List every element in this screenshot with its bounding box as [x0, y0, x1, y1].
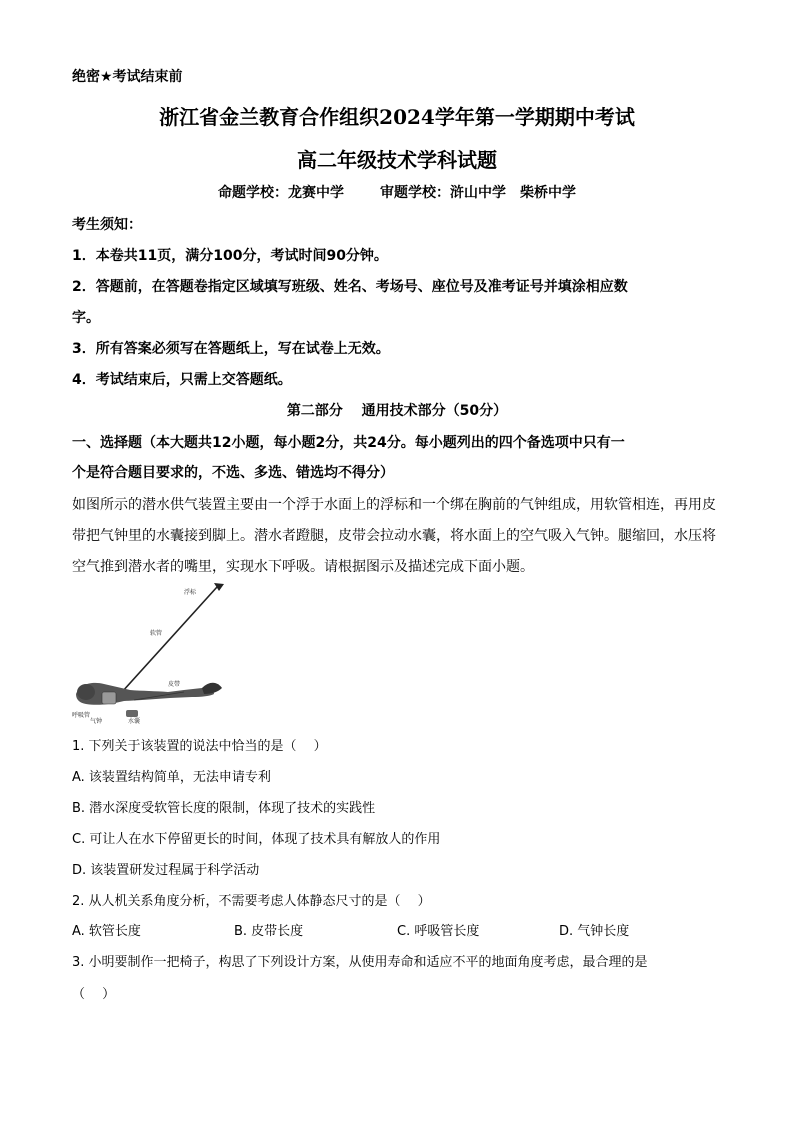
question-2-option-c: C. 呼吸管长度 — [397, 924, 480, 939]
part-title: 第二部分 通用技术部分（50分） — [286, 403, 508, 419]
exam-title: 浙江省金兰教育合作组织2024学年第一学期期中考试 — [159, 105, 635, 129]
exam-subtitle: 高二年级技术学科试题 — [297, 148, 497, 172]
label-water-bag: 水囊 — [128, 718, 141, 725]
question-2-option-d: D. 气钟长度 — [559, 924, 630, 939]
question-3-stem-cont: （ ） — [72, 987, 116, 1002]
fins-shape — [202, 683, 222, 694]
notice-heading: 考生须知： — [72, 217, 142, 233]
stem-line: 带把气钟里的水囊接到脚上。潜水者蹬腿，皮带会拉动水囊，将水面上的空气吸入气钟。腿缩回，水压将 — [72, 528, 716, 544]
question-1-option-a: A. 该装置结构简单，无法申请专利 — [72, 770, 271, 785]
diver-head — [77, 684, 95, 700]
water-bag-shape — [126, 710, 138, 717]
diver-body — [76, 683, 214, 705]
notice-item: 1．本卷共11页，满分100分，考试时间90分钟。 — [72, 248, 388, 264]
setter-school: 命题学校：龙赛中学 — [218, 185, 344, 201]
label-breathing-tube: 呼吸管 — [72, 712, 91, 719]
question-2-option-b: B. 皮带长度 — [234, 924, 304, 939]
question-1-stem: 1. 下列关于该装置的说法中恰当的是（ ） — [72, 739, 327, 754]
label-air-bell: 气钟 — [90, 718, 103, 725]
reviewer-school: 审题学校：浒山中学 柴桥中学 — [380, 185, 576, 201]
question-1-option-d: D. 该装置研发过程属于科学活动 — [72, 863, 260, 878]
question-1-option-b: B. 潜水深度受软管长度的限制，体现了技术的实践性 — [72, 801, 376, 816]
notice-item: 3．所有答案必须写在答题纸上，写在试卷上无效。 — [72, 341, 390, 357]
label-belt: 皮带 — [168, 681, 181, 688]
label-float: 浮标 — [184, 589, 197, 596]
air-bell-shape — [102, 692, 116, 704]
question-2-option-a: A. 软管长度 — [72, 924, 141, 939]
section-heading: 一、选择题（本大题共12小题，每小题2分，共24分。每小题列出的四个备选项中只有一 — [72, 435, 625, 451]
label-hose: 软管 — [150, 630, 163, 637]
notice-item: 4．考试结束后，只需上交答题纸。 — [72, 372, 292, 388]
school-info — [0, 182, 794, 202]
notice-item: 2．答题前，在答题卷指定区域填写班级、姓名、考场号、座位号及准考证号并填涂相应数 — [72, 279, 628, 295]
question-1-option-c: C. 可让人在水下停留更长的时间，体现了技术具有解放人的作用 — [72, 832, 441, 847]
stem-line: 如图所示的潜水供气装置主要由一个浮于水面上的浮标和一个绑在胸前的气钟组成，用软管相连，再用皮 — [72, 497, 716, 513]
question-2-stem: 2. 从人机关系角度分析，不需要考虑人体静态尺寸的是（ ） — [72, 894, 431, 909]
stem-line: 空气推到潜水者的嘴里，实现水下呼吸。请根据图示及描述完成下面小题。 — [72, 559, 534, 575]
section-heading-cont: 个是符合题目要求的，不选、多选、错选均不得分） — [72, 465, 394, 481]
hose-line — [122, 587, 217, 692]
notice-item: 字。 — [72, 310, 100, 326]
question-3-stem: 3. 小明要制作一把椅子，构思了下列设计方案，从使用寿命和适应不平的地面角度考虑，最合理的是 — [72, 955, 648, 970]
secret-mark: 绝密★考试结束前 — [72, 69, 183, 85]
diving-device-figure — [72, 580, 232, 725]
